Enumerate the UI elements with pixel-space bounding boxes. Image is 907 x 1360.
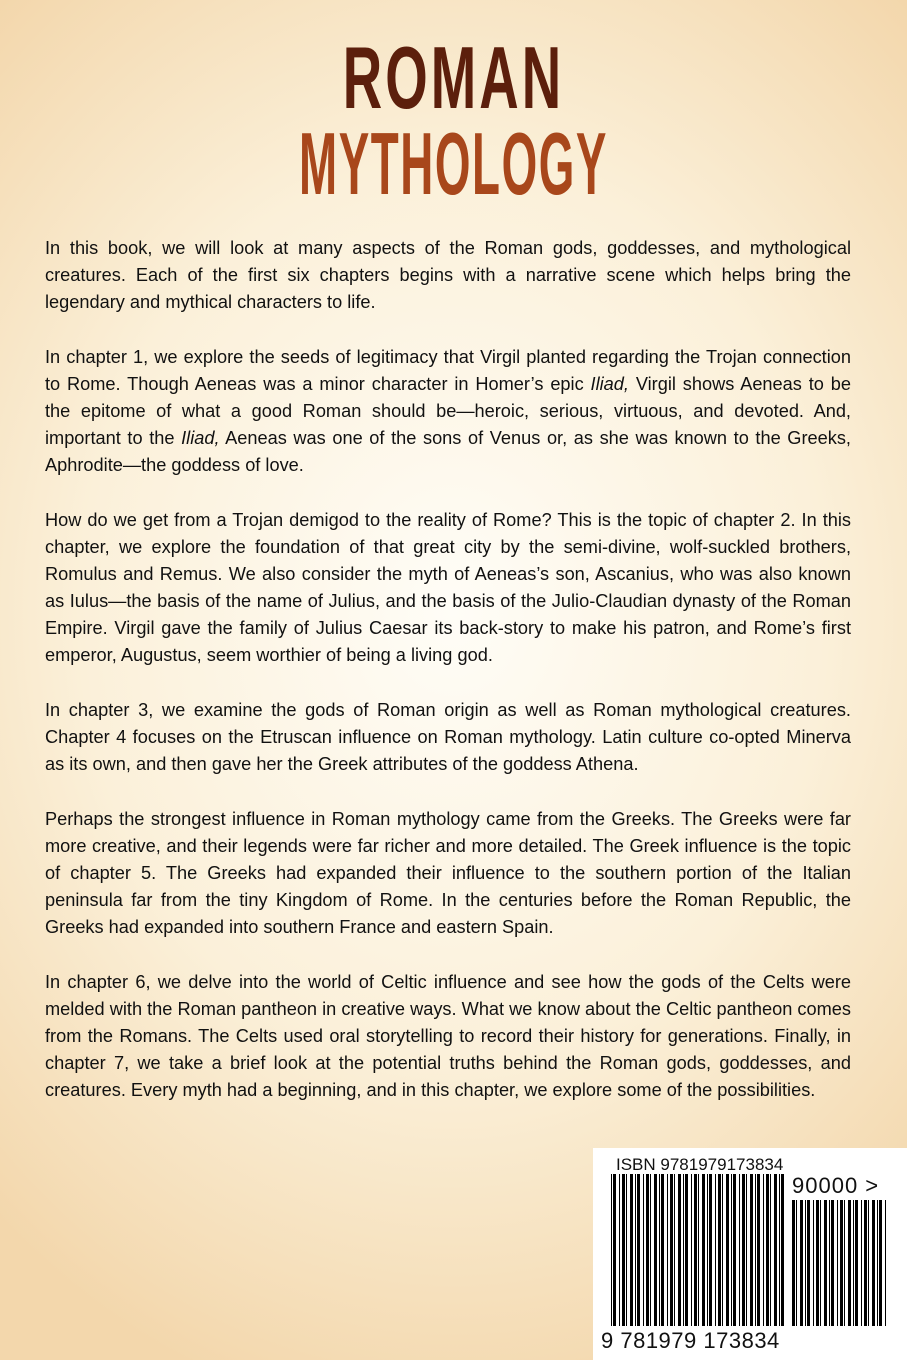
title-mythology: MYTHOLOGY <box>299 114 608 213</box>
barcode-bar <box>796 1200 797 1326</box>
barcode-bar <box>872 1200 875 1326</box>
barcode-bar <box>816 1200 819 1326</box>
barcode-bar <box>807 1200 810 1326</box>
barcode-bar <box>837 1200 838 1326</box>
barcode-bar <box>779 1174 780 1326</box>
paragraph-2 <box>45 344 851 479</box>
barcode-bar <box>718 1174 721 1326</box>
isbn-digits: 9 781979 173834 <box>601 1328 780 1353</box>
italic-title: Iliad, <box>590 374 629 394</box>
barcode-bar <box>774 1174 777 1326</box>
barcode-bar <box>670 1174 673 1326</box>
barcode-bar <box>622 1174 625 1326</box>
barcode-bar <box>619 1174 620 1326</box>
barcode-bar <box>643 1174 644 1326</box>
paragraph-5 <box>45 806 851 941</box>
barcode-bar <box>646 1174 649 1326</box>
barcode-bar <box>661 1174 664 1326</box>
barcode-bar <box>805 1200 806 1326</box>
barcode-bar <box>685 1174 688 1326</box>
barcode-bar <box>829 1200 830 1326</box>
title-block <box>0 0 907 215</box>
isbn-label: ISBN 9781979173834 <box>616 1155 784 1174</box>
barcode-bar <box>613 1174 616 1326</box>
barcode-bar <box>654 1174 657 1326</box>
barcode-bar <box>742 1174 745 1326</box>
paragraph-text: In chapter 3, we examine the gods of Roman origin as well as Roman mythological creatures. Chapter 4 focuses on the Etruscan influence on Roman mythology. Latin culture co-opted Minerva as its own, and then gave her the Greek attributes of the goddess Athena. <box>45 700 851 774</box>
barcode-bar <box>683 1174 684 1326</box>
barcode-bar <box>635 1174 636 1326</box>
price-code: 90000 > <box>792 1173 880 1198</box>
barcode-bar <box>800 1200 803 1326</box>
barcode-bar <box>650 1174 651 1326</box>
paragraph-text: In chapter 6, we delve into the world of Celtic influence and see how the gods of the Celts were melded with the Roman pantheon in creative ways. What we know about the Celtic pantheon comes from the Romans. The Celts used oral storytelling to record their history for generations. Finally, in chapter 7, we take a brief look at the potential truths behind the Roman gods, goddesses, and creatures. Every myth had a beginning, and in this chapter, we explore some of the possibilities. <box>45 972 851 1100</box>
italic-title: Iliad, <box>181 428 220 448</box>
paragraph-6 <box>45 969 851 1104</box>
barcode-bar <box>694 1174 697 1326</box>
barcode-bar <box>709 1174 712 1326</box>
blurb-text <box>45 235 851 1104</box>
barcode-bar <box>831 1200 834 1326</box>
paragraph-4 <box>45 697 851 778</box>
barcode-bar <box>885 1200 886 1326</box>
paragraph-text: Aeneas was one of the sons of Venus or, as she was known to the Greeks, Aphrodite—the goddess of love. <box>45 428 851 475</box>
barcode-bar <box>674 1174 675 1326</box>
title-roman: ROMAN <box>342 28 565 127</box>
barcode-bar <box>840 1200 843 1326</box>
barcode-bar <box>864 1200 867 1326</box>
barcode-bar <box>861 1200 862 1326</box>
paragraph-3 <box>45 507 851 669</box>
barcode-bar <box>667 1174 668 1326</box>
barcode-bar <box>813 1200 814 1326</box>
barcode-bar <box>868 1200 869 1326</box>
paragraph-text: Perhaps the strongest influence in Roman mythology came from the Greeks. The Greeks were far more creative, and their legends were far richer and more detailed. The Greek influence is the topic of chapter 5. The Greeks had expanded their influence to the southern portion of the Italian peninsula far from the tiny Kingdom of Rome. In the centuries before the Roman Republic, the Greeks had expanded into southern France and eastern Spain. <box>45 809 851 937</box>
barcode-bar <box>844 1200 845 1326</box>
barcode-bar <box>853 1200 854 1326</box>
barcode-bar <box>879 1200 882 1326</box>
barcode-bar <box>781 1174 784 1326</box>
barcode-bar <box>637 1174 640 1326</box>
paragraph-text: How do we get from a Trojan demigod to the reality of Rome? This is the topic of chapter 2. In this chapter, we explore the foundation of that great city by the semi-divine, wolf-suckled brothers, Romulus and Remus. We also consider the myth of Aeneas’s son, Ascanius, who was also known as Iulus—the basis of the name of Julius, and the basis of the Julio-Claudian dynasty of the Roman Empire. Virgil gave the family of Julius Caesar its back-story to make his patron, and Rome’s first emperor, Augustus, seem worthier of being a living god. <box>45 510 851 665</box>
barcode-bar <box>678 1174 681 1326</box>
barcode-bar <box>626 1174 627 1326</box>
paragraph-1 <box>45 235 851 316</box>
barcode-bar <box>739 1174 740 1326</box>
paragraph-text: In this book, we will look at many aspects of the Roman gods, goddesses, and mythological creatures. Each of the first six chapters begins with a narrative scene which helps bring the legendary and mythical characters to life. <box>45 238 851 312</box>
barcode-bar <box>763 1174 764 1326</box>
price-barcode-bars <box>792 1200 888 1326</box>
isbn-barcode <box>593 1148 907 1360</box>
barcode-bar <box>824 1200 827 1326</box>
barcode-bar <box>715 1174 716 1326</box>
barcode-bar <box>848 1200 851 1326</box>
barcode-bar <box>731 1174 732 1326</box>
barcode-bar <box>855 1200 858 1326</box>
barcode-bar <box>750 1174 753 1326</box>
barcode-bar <box>611 1174 612 1326</box>
barcode-bar <box>726 1174 729 1326</box>
barcode-bar <box>630 1174 633 1326</box>
barcode-bar <box>820 1200 821 1326</box>
barcode-bar <box>698 1174 699 1326</box>
barcode-bar <box>755 1174 756 1326</box>
barcode-bar <box>877 1200 878 1326</box>
barcode-bar <box>792 1200 795 1326</box>
barcode-bar <box>722 1174 723 1326</box>
barcode-bar <box>702 1174 705 1326</box>
barcode-bar <box>770 1174 771 1326</box>
barcode-bar <box>659 1174 660 1326</box>
barcode-bar <box>766 1174 769 1326</box>
barcode-bar <box>733 1174 736 1326</box>
paragraph-text: In chapter 1, we explore the seeds of legitimacy that Virgil planted regarding the Trojan connection to Rome. Though Aeneas was a minor character in Homer’s epic <box>45 347 851 394</box>
barcode-bar <box>746 1174 747 1326</box>
main-barcode-bars <box>611 1174 787 1326</box>
barcode-bar <box>757 1174 760 1326</box>
barcode-bar <box>707 1174 708 1326</box>
barcode-bar <box>691 1174 692 1326</box>
paragraph-text: Virgil shows Aeneas to be the epitome of what a good Roman should be—heroic, serious, virtuous, and devoted. And, important to the <box>45 374 851 448</box>
